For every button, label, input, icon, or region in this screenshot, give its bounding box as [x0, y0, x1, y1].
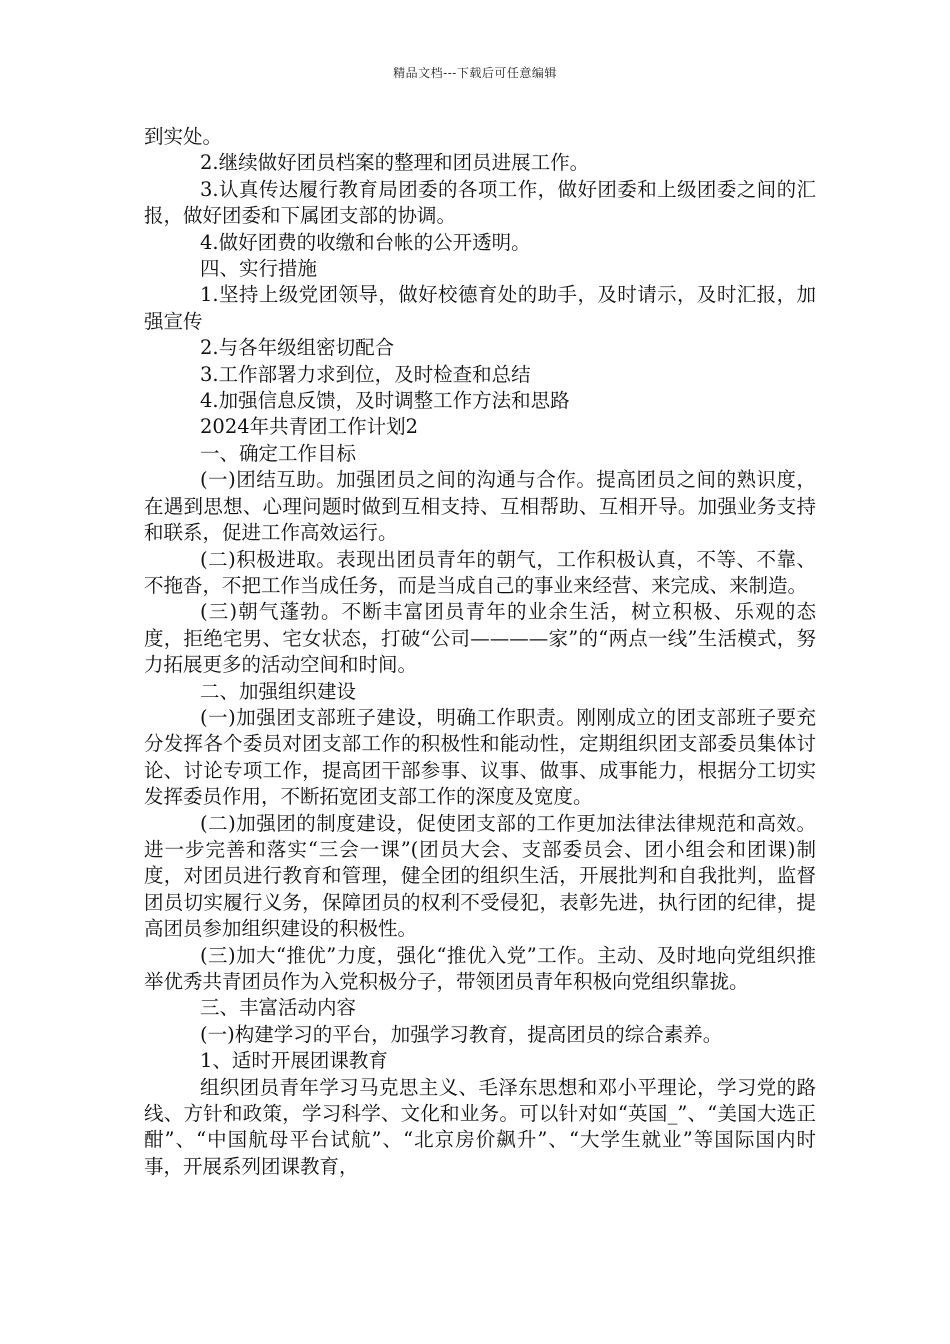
- paragraph: (二)积极进取。表现出团员青年的朝气，工作积极认真，不等、不靠、不拖沓，不把工作当成任务，而是当成自己的事业来经营、来完成、来制造。: [144, 547, 816, 597]
- paragraph: 三、丰富活动内容: [200, 996, 357, 1020]
- paragraph: 4.加强信息反馈，及时调整工作方法和思路: [200, 389, 570, 413]
- paragraph: 二、加强组织建设: [200, 679, 357, 703]
- paragraph: (一)加强团支部班子建设，明确工作职责。刚刚成立的团支部班子要充分发挥各个委员对团支部工作的积极性和能动性，定期组织团支部委员集体讨论、讨论专项工作，提高团干部参事、议事、做事、成事能力，根据分工切实发挥委员作用，不断拓宽团支部工作的深度及宽度。: [144, 705, 816, 809]
- paragraph: 1、适时开展团课教育: [200, 1049, 388, 1073]
- paragraph: 2024年共青团工作计划2: [200, 415, 419, 439]
- paragraph: (三)朝气蓬勃。不断丰富团员青年的业余生活，树立积极、乐观的态度，拒绝宅男、宅女状态，打破“公司————家”的“两点一线”生活模式，努力拓展更多的活动空间和时间。: [144, 600, 816, 677]
- paragraph: (一)团结互助。加强团员之间的沟通与合作。提高团员之间的熟识度，在遇到思想、心理问题时做到互相支持、互相帮助、互相开导。加强业务支持和联系，促进工作高效运行。: [144, 468, 816, 545]
- paragraph: 4.做好团费的收缴和台帐的公开透明。: [200, 230, 531, 254]
- paragraph: 一、确定工作目标: [200, 441, 357, 465]
- paragraph: 3.工作部署力求到位，及时检查和总结: [200, 362, 531, 386]
- paragraph: 到实处。: [144, 125, 223, 148]
- paragraph: 1.坚持上级党团领导，做好校德育处的助手，及时请示，及时汇报，加强宣传: [144, 283, 816, 333]
- paragraph: 2.继续做好团员档案的整理和团员进展工作。: [200, 151, 590, 175]
- paragraph: 组织团员青年学习马克思主义、毛泽东思想和邓小平理论，学习党的路线、方针和政策，学习科学、文化和业务。可以针对如“英国_”、“美国大选正酣”、“中国航母平台试航”、“北京房价飙升”、“大学生就业”等国际国内时事，开展系列团课教育，: [144, 1075, 816, 1178]
- paragraph: 四、实行措施: [200, 257, 318, 281]
- paragraph: 3.认真传达履行教育局团委的各项工作，做好团委和上级团委之间的汇报，做好团委和下属团支部的协调。: [144, 177, 816, 228]
- page-header: 精品文档---下载后可任意编辑: [393, 66, 557, 80]
- paragraph: 2.与各年级组密切配合: [200, 336, 395, 360]
- paragraph: (二)加强团的制度建设，促使团支部的工作更加法律法律规范和高效。进一步完善和落实“三会一课”(团员大会、支部委员会、团小组会和团课)制度，对团员进行教育和管理，健全团的组织生活，开展批判和自我批判，监督团员切实履行义务，保障团员的权利不受侵犯，表彰先进，执行团的纪律，提高团员参加组织建设的积极性。: [144, 811, 816, 941]
- document-body: [144, 124, 816, 1180]
- paragraph: (三)加大“推优”力度，强化“推优入党”工作。主动、及时地向党组织推举优秀共青团员作为入党积极分子，带领团员青年积极向党组织靠拢。: [144, 943, 816, 993]
- paragraph: (一)构建学习的平台，加强学习教育，提高团员的综合素养。: [200, 1022, 723, 1046]
